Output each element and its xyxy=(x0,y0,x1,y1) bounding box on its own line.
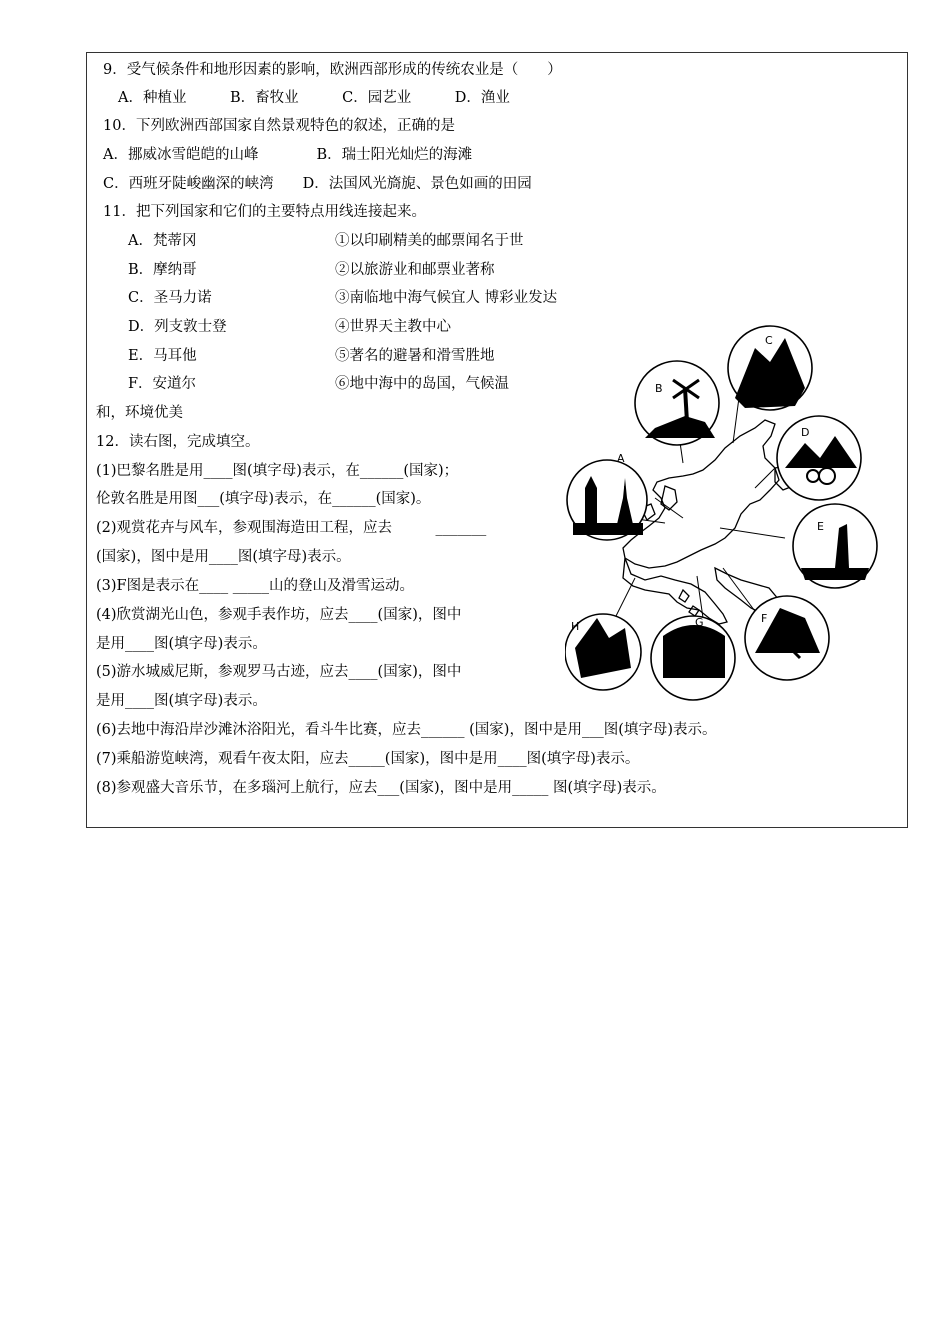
q11-country: A．梵蒂冈 xyxy=(128,233,197,249)
q12-blank-line: (3)F图是表示在____ _____山的登山及滑雪运动。 xyxy=(96,578,414,594)
q12-blank-line: (4)欣赏湖光山色，参观手表作坊，应去____(国家)，图中 xyxy=(96,607,462,623)
q10-stem: 10．下列欧洲西部国家自然景观特色的叙述，正确的是 xyxy=(103,118,455,134)
q12-blank-line: 是用____图(填字母)表示。 xyxy=(96,693,267,709)
figure-label-i: I xyxy=(623,484,627,497)
figure-label-b: B xyxy=(655,382,663,395)
europe-map xyxy=(623,420,797,624)
europe-landmarks-figure xyxy=(565,318,883,714)
q12-blank-line: (5)游水城威尼斯，参观罗马古迹，应去____(国家)，图中 xyxy=(96,664,462,680)
q11-feature: ⑥地中海中的岛国，气候温 xyxy=(335,376,509,392)
q10-options-ab: A．挪威冰雪皑皑的山峰 B．瑞士阳光灿烂的海滩 xyxy=(103,147,473,163)
q9-stem: 9．受气候条件和地形因素的影响，欧洲西部形成的传统农业是（ ） xyxy=(103,62,562,78)
q12-blank-line: 伦敦名胜是用图___(填字母)表示，在______(国家)。 xyxy=(96,491,431,507)
q12-stem: 12．读右图，完成填空。 xyxy=(96,434,260,450)
q12-blank-line: (7)乘船游览峡湾，观看午夜太阳，应去_____(国家)，图中是用____图(填字母)表示。 xyxy=(96,751,640,767)
q11-stem: 11．把下列国家和它们的主要特点用线连接起来。 xyxy=(103,204,426,220)
q11-country: D．列支敦士登 xyxy=(128,319,227,335)
figure-label-c: C xyxy=(765,334,773,347)
figure-label-f: F xyxy=(761,612,768,625)
q12-blank-line: (2)观赏花卉与风车，参观围海造田工程，应去 _______ xyxy=(96,520,487,536)
figure-label-g: G xyxy=(695,616,704,629)
figure-label-a: A xyxy=(617,452,625,465)
q11-feature: ⑤著名的避暑和滑雪胜地 xyxy=(335,348,495,364)
q11-feature: ①以印刷精美的邮票闻名于世 xyxy=(335,233,524,249)
q12-blank-line: (国家)，图中是用____图(填字母)表示。 xyxy=(96,549,351,565)
q12-blank-line: (1)巴黎名胜是用____图(填字母)表示，在______(国家)； xyxy=(96,463,459,479)
figure-label-h: H xyxy=(571,620,580,633)
q12-blank-line: (6)去地中海沿岸沙滩沐浴阳光，看斗牛比赛，应去______ (国家)，图中是用___图(填字母)表示。 xyxy=(96,722,717,738)
q11-country: F．安道尔 xyxy=(128,376,197,392)
q10-options-cd: C．西班牙陡峻幽深的峡湾 D．法国风光旖旎、景色如画的田园 xyxy=(103,176,532,192)
figure-label-e: E xyxy=(817,520,824,533)
q11-country: B．摩纳哥 xyxy=(128,262,197,278)
q11-feature: ④世界天主教中心 xyxy=(335,319,451,335)
q11-country: E．马耳他 xyxy=(128,348,197,364)
q11-feature: ②以旅游业和邮票业著称 xyxy=(335,262,495,278)
q9-options: A．种植业 B．畜牧业 C．园艺业 D．渔业 xyxy=(118,90,510,106)
q11-feature-continued: 和，环境优美 xyxy=(96,405,183,421)
q12-blank-line: (8)参观盛大音乐节，在多瑙河上航行，应去___(国家)，图中是用_____ 图(填字母)表示。 xyxy=(96,780,666,796)
figure-label-d: D xyxy=(801,426,810,439)
q12-blank-line: 是用____图(填字母)表示。 xyxy=(96,636,267,652)
q11-country: C．圣马力诺 xyxy=(128,290,212,306)
q11-feature: ③南临地中海气候宜人 博彩业发达 xyxy=(335,290,558,306)
